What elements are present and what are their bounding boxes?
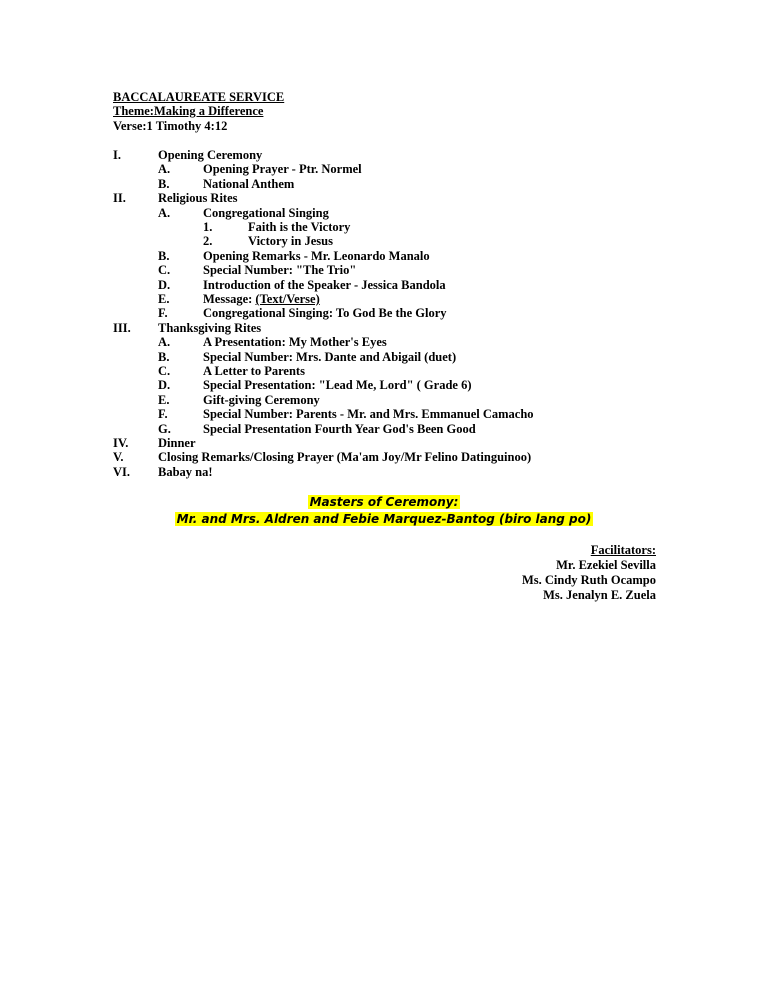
item-opening-prayer: Opening Prayer - Ptr. Normel xyxy=(203,162,362,177)
item-letter: F. xyxy=(158,407,168,422)
item-letter: A. xyxy=(158,335,171,350)
masters-names-row xyxy=(0,511,768,528)
item-special-presentation-fourth-year: Special Presentation Fourth Year God's Been Good xyxy=(203,421,476,436)
item-letter: B. xyxy=(158,176,170,191)
message-label: Message: xyxy=(203,292,253,306)
facilitator-name: Ms. Jenalyn E. Zuela xyxy=(543,588,656,602)
item-national-anthem: National Anthem xyxy=(203,176,295,191)
subitem-number: 1. xyxy=(203,220,213,234)
item-letter: A. xyxy=(158,162,171,177)
item-letter: E. xyxy=(158,292,170,306)
facilitator-name: Mr. Ezekiel Sevilla xyxy=(556,558,656,572)
item-letter: D. xyxy=(158,277,171,292)
item-letter: C. xyxy=(158,263,171,278)
item-letter: B. xyxy=(158,248,170,263)
item-opening-remarks: Opening Remarks - Mr. Leonardo Manalo xyxy=(203,248,430,263)
subitem-faith-victory: Faith is the Victory xyxy=(248,220,351,234)
item-letter: B. xyxy=(158,349,170,364)
item-letter: E. xyxy=(158,392,170,407)
item-special-presentation-lead-me: Special Presentation: "Lead Me, Lord" ( Grade 6) xyxy=(203,378,472,393)
section-title-babay: Babay na! xyxy=(158,464,213,479)
facilitator-name: Ms. Cindy Ruth Ocampo xyxy=(521,573,656,587)
item-letter: D. xyxy=(158,378,171,393)
section-title-religious: Religious Rites xyxy=(158,191,238,206)
section-title-closing: Closing Remarks/Closing Prayer (Ma'am Joy/Mr Felino Datinguinoo) xyxy=(158,450,532,465)
verse-line: Verse:1 Timothy 4:12 xyxy=(113,118,228,133)
item-special-number-duet: Special Number: Mrs. Dante and Abigail (duet) xyxy=(203,349,457,364)
item-presentation-mothers-eyes: A Presentation: My Mother's Eyes xyxy=(203,335,387,350)
subitem-number: 2. xyxy=(203,234,213,249)
item-introduction-speaker: Introduction of the Speaker - Jessica Bandola xyxy=(203,277,446,292)
item-congregational-singing-glory: Congregational Singing: To God Be the Glory xyxy=(203,306,447,321)
masters-heading: Masters of Ceremony: xyxy=(309,495,459,509)
section-number: II. xyxy=(113,191,126,206)
item-letter: A. xyxy=(158,205,171,220)
item-letter-to-parents: A Letter to Parents xyxy=(203,364,305,378)
section-title-thanksgiving: Thanksgiving Rites xyxy=(158,320,262,335)
section-title-dinner: Dinner xyxy=(158,436,196,450)
message-text-verse: (Text/Verse) xyxy=(255,292,320,306)
item-congregational-singing: Congregational Singing xyxy=(203,205,329,220)
item-special-number-parents: Special Number: Parents - Mr. and Mrs. Emmanuel Camacho xyxy=(203,407,534,422)
item-letter: C. xyxy=(158,364,171,378)
item-message xyxy=(203,292,320,306)
item-special-number-trio: Special Number: "The Trio" xyxy=(203,263,357,278)
section-number: V. xyxy=(113,450,124,465)
subitem-victory-jesus: Victory in Jesus xyxy=(248,234,333,249)
theme-line: Theme:Making a Difference xyxy=(113,104,264,119)
item-letter: F. xyxy=(158,306,168,321)
section-number: III. xyxy=(113,320,131,335)
facilitators-heading: Facilitators: xyxy=(590,543,656,557)
section-title-opening: Opening Ceremony xyxy=(158,148,263,162)
item-letter: G. xyxy=(158,421,171,436)
section-number: VI. xyxy=(113,464,131,479)
masters-heading-row xyxy=(0,494,768,511)
item-gift-giving: Gift-giving Ceremony xyxy=(203,392,320,407)
section-number: IV. xyxy=(113,436,129,450)
masters-names: Mr. and Mrs. Aldren and Febie Marquez-Bantog (biro lang po) xyxy=(176,512,592,526)
document-title: BACCALAUREATE SERVICE xyxy=(113,90,285,104)
section-number: I. xyxy=(113,148,121,162)
